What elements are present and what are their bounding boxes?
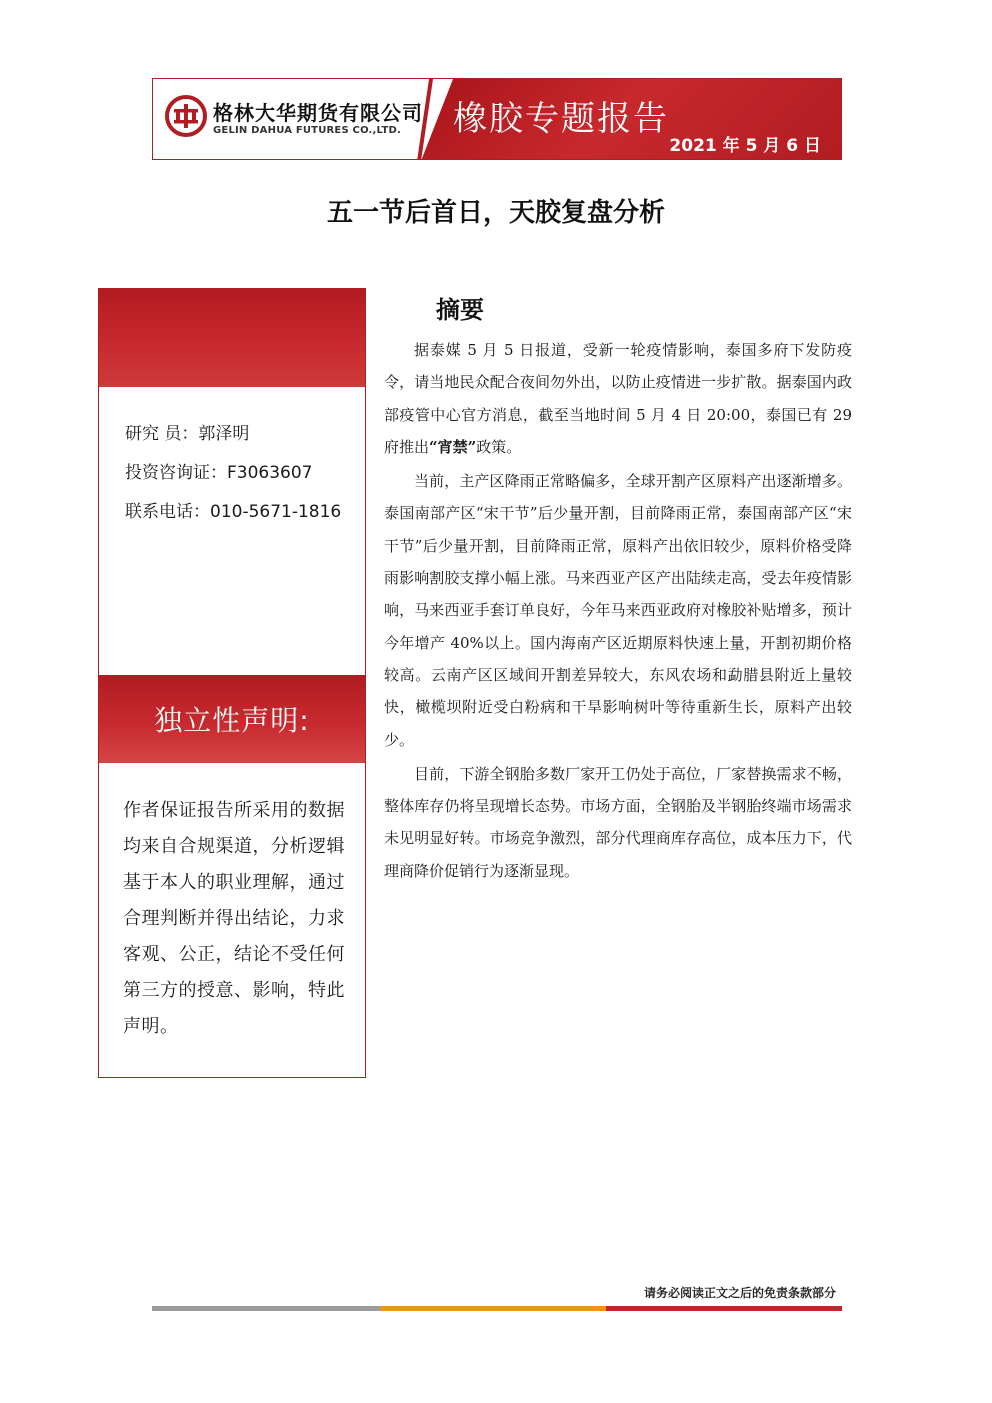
p1-text: 据泰媒 5 月 5 日报道，受新一轮疫情影响，泰国多府下发防疫令，请当地民众配合夜间勿外出，以防止疫情进一步扩散。据泰国内政部疫管中心官方消息，截至当地时间 5 月 4 日 20:00，泰国已有 29 府推出: [384, 341, 852, 456]
footer-bar-grey: [152, 1306, 380, 1311]
report-header-banner: [152, 78, 842, 160]
independence-statement: 作者保证报告所采用的数据均来自合规渠道，分析逻辑基于本人的职业理解，通过合理判断并得出结论，力求客观、公正，结论不受任何第三方的授意、影响，特此声明。: [123, 800, 345, 1037]
footer-bar-red: [606, 1306, 842, 1311]
analyst-info: [125, 419, 341, 536]
document-title: 五一节后首日，天胶复盘分析: [326, 198, 665, 228]
analyst-name: 研究 员：郭泽明: [125, 424, 250, 444]
p1-text-end: 政策。: [476, 437, 522, 456]
footer-bar-orange: [380, 1306, 606, 1311]
p1-emphasis: “宵禁”: [429, 437, 477, 456]
independence-header-band: [99, 675, 365, 763]
disclaimer-note: 请务必阅读正文之后的免责条款部分: [643, 1286, 836, 1300]
abstract-paragraph-1: [384, 334, 852, 463]
abstract-heading: 摘要: [436, 296, 484, 324]
report-type-title: 橡胶专题报告: [453, 99, 669, 139]
company-name-en: GELIN DAHUA FUTURES CO.,LTD.: [213, 125, 401, 136]
abstract-paragraph-2: 当前，主产区降雨正常略偏多，全球开割产区原料产出逐渐增多。泰国南部产区“宋干节”后少量开割，目前降雨正常，泰国南部产区“宋干节”后少量开割，目前降雨正常，原料产出依旧较少，原料价格受降雨影响割胶支撑小幅上涨。马来西亚产区产出陆续走高，受去年疫情影响，马来西亚手套订单良好，今年马来西亚政府对橡胶补贴增多，预计今年增产 40%以上。国内海南产区近期原料快速上量，开割初期价格较高。云南产区区域间开割差异较大，东风农场和勐腊县附近上量较快，橄榄坝附近受白粉病和干旱影响树叶等待重新生长，原料产出较少。: [384, 472, 852, 749]
abstract-paragraph-3: 目前，下游全钢胎多数厂家开工仍处于高位，厂家替换需求不畅，整体库存仍将呈现增长态势。市场方面，全钢胎及半钢胎终端市场需求未见明显好转。市场竞争激烈，部分代理商库存高位，成本压力下，代理商降价促销行为逐渐显现。: [384, 764, 852, 880]
company-logo-icon: [165, 95, 207, 137]
sidebar-decorative-band: [99, 289, 365, 387]
company-name-cn: 格林大华期货有限公司: [213, 101, 423, 125]
abstract-body: [384, 334, 852, 889]
analyst-license: 投资咨询证：F3063607: [125, 463, 313, 483]
analyst-sidebar: [98, 288, 366, 1078]
independence-title: 独立性声明:: [154, 704, 310, 737]
report-date: 2021 年 5 月 6 日: [669, 136, 821, 156]
analyst-phone: 联系电话：010-5671-1816: [125, 502, 342, 522]
